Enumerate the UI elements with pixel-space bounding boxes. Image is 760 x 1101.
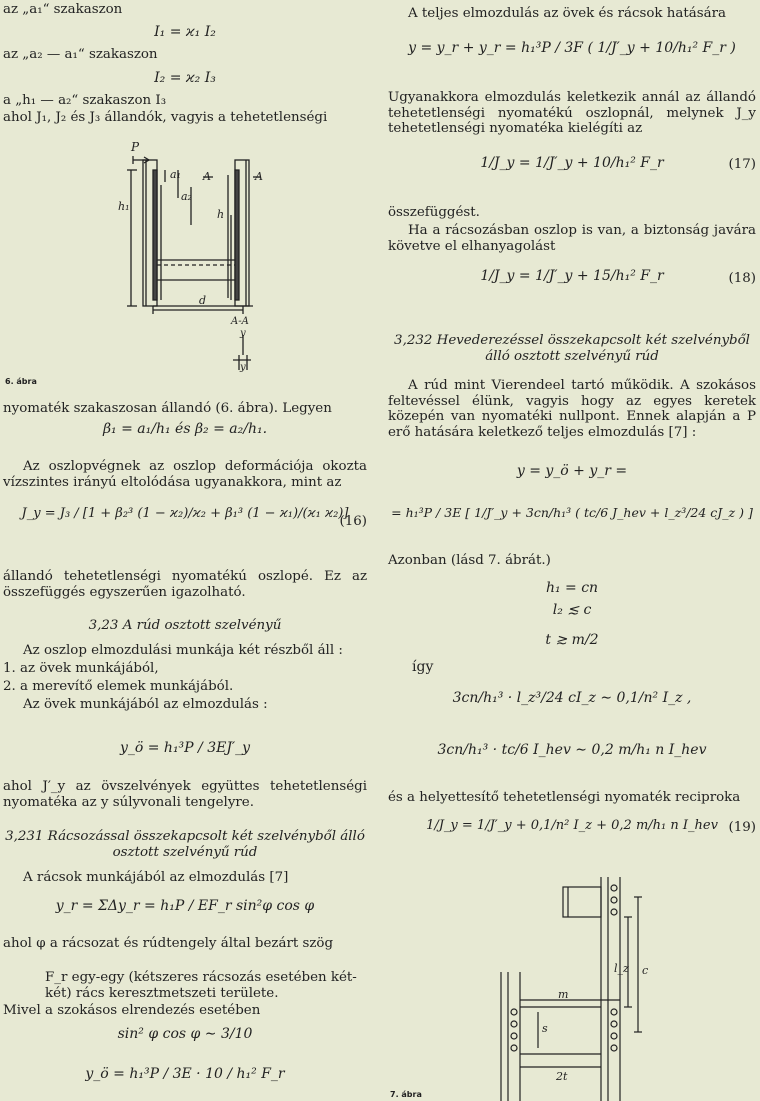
paragraph-oszlopveg: Az oszlopvégnek az oszlop deformációja okozta vízszintes irányú eltolódása ugyanakkora, mint az [3, 459, 367, 490]
figure-6 [3, 130, 367, 390]
equation-17-number: (17) [728, 157, 756, 172]
fig6-label-p: P [131, 140, 140, 154]
equation-beta: β₁ = a₁/h₁ és β₂ = a₂/h₁. [102, 421, 268, 437]
fig7-label-s: s [542, 1022, 548, 1035]
equation-19-number: (19) [728, 820, 756, 835]
figure-7 [388, 872, 756, 1101]
equation-yo: y_ö = h₁³P / 3EJ′_y [119, 740, 251, 756]
equation-18-number: (18) [728, 271, 756, 286]
equation-i1: I₁ = ϰ₁ I₂ [154, 24, 216, 40]
equation-16-number: (16) [339, 514, 367, 529]
text-line-h1: a „h₁ — a₂“ szakaszon I₃ [3, 93, 167, 108]
list-item-2: 2. a merevítő elemek munkájából. [3, 679, 234, 694]
paragraph-helyettesito: és a helyettesítő tehetetlenségi nyomaték reciproka [388, 790, 741, 805]
equation-total: y = y_r + y_r = h₁³P / 3F ( 1/J′_y + 10/h₁² F_r ) [408, 40, 736, 56]
figure-6-caption: 6. ábra [5, 377, 37, 386]
word-igy: így [412, 659, 434, 675]
fig6-label-a2: a₂ [181, 190, 192, 203]
text-line-a2: az „a₂ — a₁“ szakaszon [3, 47, 158, 62]
equation-17: 1/J_y = 1/J′_y + 10/h₁² F_r [480, 155, 664, 171]
equation-16: J_y = J₃ / [1 + β₂³ (1 − ϰ₂)/ϰ₂ + β₁³ (1 − ϰ₁)/(ϰ₁ ϰ₂)] [21, 506, 349, 521]
condition-h1: h₁ = cn [545, 580, 599, 596]
fig6-label-aa: A-A [231, 316, 249, 327]
paragraph-ugyanakkora: Ugyanakkora elmozdulás keletkezik annál az állandó tehetetlenségi nyomatékú oszlopnál, melynek J_y tehetetlenségi nyomatéka kielégíti az [388, 90, 756, 137]
figure-7-caption: 7. ábra [390, 1090, 422, 1099]
equation-yo-2: y_ö = h₁³P / 3E · 10 / h₁² F_r [85, 1066, 285, 1082]
condition-l2: l₂ ≲ c [552, 602, 592, 618]
section-heading-3-231: 3,231 Rácsozással összekapcsolt két szelvényből álló osztott szelvényű rúd [5, 829, 365, 860]
figure-6-drawing [3, 130, 367, 390]
paragraph-ha-racsozas: Ha a rácsozásban oszlop is van, a biztonság javára követve el elhanyagolást [388, 223, 756, 254]
list-item-1: 1. az övek munkájából, [3, 661, 159, 676]
section-heading-3-23: 3,23 A rúd osztott szelvényű [88, 618, 282, 633]
fig6-label-h: h [217, 208, 225, 221]
equation-i2: I₂ = ϰ₂ I₃ [154, 70, 216, 86]
equation-sin: sin² φ cos φ ∼ 3/10 [117, 1026, 253, 1042]
paragraph-teljes: A teljes elmozdulás az övek és rácsok hatására [408, 6, 727, 21]
paragraph-allando: állandó tehetetlenségi nyomatékú oszlopé. Ez az összefüggés egyszerűen igazolható. [3, 569, 367, 600]
paragraph-ahol-jy: ahol J′_y az övszelvények együttes tehetetlenségi nyomatéka az y súlyvonali tengelyre. [3, 779, 367, 810]
fig6-label-a-right: A [255, 170, 263, 183]
paragraph-ovek-munka: Az övek munkájából az elmozdulás : [23, 697, 268, 712]
fig7-label-lz: l_z [614, 962, 629, 975]
equation-19: 1/J_y = 1/J′_y + 0,1/n² I_z + 0,2 m/h₁ n I_hev [426, 818, 718, 833]
equation-approx-a: 3cn/h₁³ · l_z³/24 cI_z ∼ 0,1/n² I_z , [452, 690, 692, 706]
paragraph-nyomatek: nyomaték szakaszosan állandó (6. ábra). Legyen [3, 401, 332, 416]
equation-yr: y_r = ΣΔy_r = h₁P / EF_r sin²φ cos φ [55, 898, 315, 914]
paragraph-azonban: Azonban (lásd 7. ábrát.) [388, 553, 551, 568]
paragraph-elmozdulasi-munka: Az oszlop elmozdulási munkája két részből áll : [23, 643, 343, 658]
section-heading-3-232: 3,232 Hevederezéssel összekapcsolt két szelvényből álló osztott szelvényű rúd [394, 333, 750, 364]
paragraph-mivel: Mivel a szokásos elrendezés esetében [3, 1003, 261, 1018]
fig7-label-2t: 2t [556, 1070, 568, 1083]
paragraph-osszefugges: összefüggést. [388, 205, 480, 220]
fig6-label-a-left: A [203, 170, 211, 183]
equation-approx-b: 3cn/h₁³ · tc/6 I_hev ∼ 0,2 m/h₁ n I_hev [437, 742, 707, 758]
text-line-a1: az „a₁“ szakaszon [3, 2, 123, 17]
fig7-label-m: m [558, 988, 569, 1001]
fig6-label-y-bottom: y [240, 362, 246, 373]
equation-18: 1/J_y = 1/J′_y + 15/h₁² F_r [480, 268, 664, 284]
equation-y: y = y_ö + y_r = [516, 463, 628, 479]
fig6-label-y-top: y [240, 328, 246, 339]
paragraph-ahol-phi: ahol φ a rácsozat és rúdtengely által bezárt szög [3, 936, 334, 951]
paragraph-fr: F_r egy-egy (kétszeres rácsozás esetében két-két) rács keresztmetszeti területe. [45, 970, 357, 1001]
fig6-label-h1: h₁ [118, 200, 130, 213]
paragraph-racsok-munka: A rácsok munkájából az elmozdulás [7] [23, 870, 289, 885]
fig6-label-d: d [199, 294, 207, 307]
text-line-ahol: ahol J₁, J₂ és J₃ állandók, vagyis a tehetetlenségi [3, 110, 328, 125]
equation-y-expanded: = h₁³P / 3E [ 1/J′_y + 3cn/h₁³ ( tc/6 J_hev + l_z³/24 cJ_z ) ] [391, 505, 753, 520]
paragraph-vierendeel: A rúd mint Vierendeel tartó működik. A szokásos feltevéssel élünk, vagyis hogy az egyes keretek közepén van nyomatéki nullpont. Ennek alapján a P erő hatására keletkező teljes elmozdulás [7] : [388, 378, 756, 440]
fig7-label-c: c [642, 964, 649, 977]
condition-t: t ≳ m/2 [545, 632, 599, 648]
fig6-label-a1: a₁ [170, 168, 181, 181]
figure-7-drawing [388, 872, 756, 1101]
